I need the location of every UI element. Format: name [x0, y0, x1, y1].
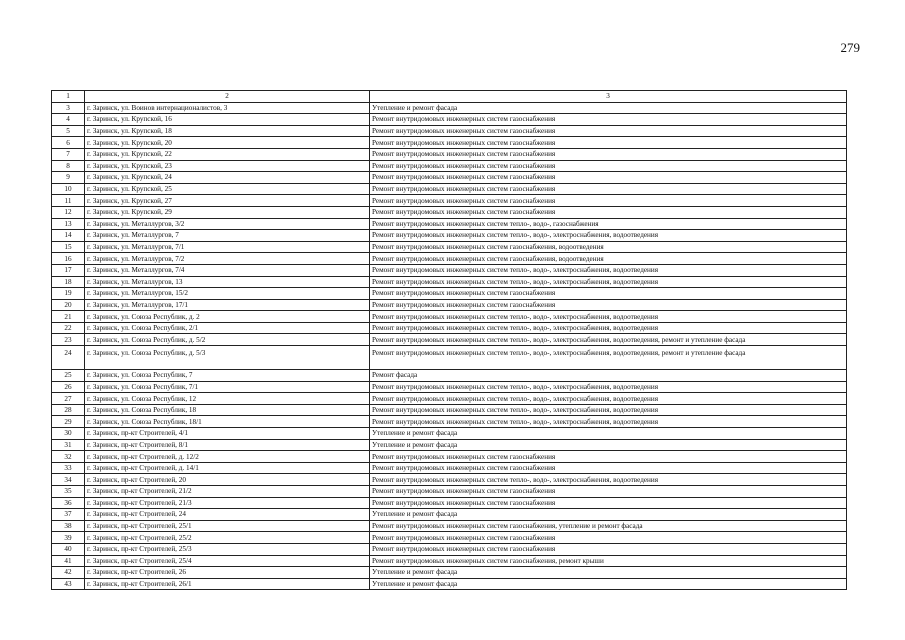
works-cell: Утепление и ремонт фасада [370, 578, 847, 590]
works-cell: Ремонт внутридомовых инженерных систем газоснабжения [370, 195, 847, 207]
row-number-cell: 43 [52, 578, 85, 590]
works-cell: Ремонт внутридомовых инженерных систем газоснабжения [370, 160, 847, 172]
table-row [52, 520, 847, 532]
works-cell: Ремонт внутридомовых инженерных систем газоснабжения [370, 543, 847, 555]
address-cell: г. Заринск, ул. Крупской, 16 [85, 114, 370, 126]
table-row [52, 311, 847, 323]
works-cell: Ремонт внутридомовых инженерных систем газоснабжения [370, 288, 847, 300]
row-number-cell: 32 [52, 451, 85, 463]
address-cell: г. Заринск, ул. Крупской, 25 [85, 183, 370, 195]
works-cell: Ремонт фасада [370, 370, 847, 382]
address-cell: г. Заринск, ул. Крупской, 18 [85, 125, 370, 137]
row-number-cell: 38 [52, 520, 85, 532]
table-row [52, 183, 847, 195]
table-row [52, 451, 847, 463]
row-number-cell: 19 [52, 288, 85, 300]
works-cell: Ремонт внутридомовых инженерных систем тепло-, водо-, электроснабжения, водоотведения [370, 230, 847, 242]
address-cell: г. Заринск, ул. Металлургов, 3/2 [85, 218, 370, 230]
table-row [52, 253, 847, 265]
works-cell: Утепление и ремонт фасада [370, 567, 847, 579]
row-number-cell: 34 [52, 474, 85, 486]
row-number-cell: 41 [52, 555, 85, 567]
address-cell: г. Заринск, пр-кт Строителей, 25/4 [85, 555, 370, 567]
address-cell: г. Заринск, ул. Союза Республик, 7/1 [85, 381, 370, 393]
address-cell: г. Заринск, ул. Металлургов, 17/1 [85, 299, 370, 311]
table-row [52, 416, 847, 428]
works-cell: Ремонт внутридомовых инженерных систем газоснабжения [370, 486, 847, 498]
works-cell: Ремонт внутридомовых инженерных систем газоснабжения [370, 532, 847, 544]
table-row [52, 172, 847, 184]
row-number-cell: 16 [52, 253, 85, 265]
table-row [52, 497, 847, 509]
row-number-cell: 23 [52, 334, 85, 346]
row-number-cell: 13 [52, 218, 85, 230]
works-cell: Утепление и ремонт фасада [370, 439, 847, 451]
table-row [52, 555, 847, 567]
header-cell-address: 2 [85, 91, 370, 103]
table-row [52, 474, 847, 486]
table-row [52, 486, 847, 498]
address-cell: г. Заринск, ул. Крупской, 27 [85, 195, 370, 207]
works-cell: Ремонт внутридомовых инженерных систем газоснабжения, утепление и ремонт фасада [370, 520, 847, 532]
address-cell: г. Заринск, пр-кт Строителей, д. 14/1 [85, 462, 370, 474]
works-cell: Ремонт внутридомовых инженерных систем газоснабжения [370, 125, 847, 137]
works-cell: Ремонт внутридомовых инженерных систем тепло-, водо-, электроснабжения, водоотведения [370, 416, 847, 428]
table-row [52, 509, 847, 521]
row-number-cell: 8 [52, 160, 85, 172]
row-number-cell: 40 [52, 543, 85, 555]
table-row [52, 393, 847, 405]
address-cell: г. Заринск, ул. Союза Республик, 7 [85, 370, 370, 382]
address-cell: г. Заринск, ул. Металлургов, 7/1 [85, 241, 370, 253]
works-cell: Ремонт внутридомовых инженерных систем газоснабжения [370, 206, 847, 218]
works-cell: Ремонт внутридомовых инженерных систем газоснабжения [370, 114, 847, 126]
address-cell: г. Заринск, ул. Союза Республик, д. 5/3 [85, 346, 370, 370]
address-cell: г. Заринск, пр-кт Строителей, 21/3 [85, 497, 370, 509]
works-cell: Ремонт внутридомовых инженерных систем газоснабжения [370, 299, 847, 311]
works-cell: Ремонт внутридомовых инженерных систем газоснабжения [370, 148, 847, 160]
table-row [52, 102, 847, 114]
table-row [52, 543, 847, 555]
works-cell: Ремонт внутридомовых инженерных систем тепло-, водо-, электроснабжения, водоотведения [370, 322, 847, 334]
works-cell: Ремонт внутридомовых инженерных систем газоснабжения [370, 137, 847, 149]
works-cell: Ремонт внутридомовых инженерных систем газоснабжения, водоотведения [370, 253, 847, 265]
address-cell: г. Заринск, ул. Союза Республик, 18 [85, 404, 370, 416]
row-number-cell: 10 [52, 183, 85, 195]
works-cell: Утепление и ремонт фасада [370, 428, 847, 440]
works-cell: Ремонт внутридомовых инженерных систем тепло-, водо-, электроснабжения, водоотведения, ремонт и утепление фасада [370, 334, 847, 346]
works-cell: Ремонт внутридомовых инженерных систем тепло-, водо-, электроснабжения, водоотведения [370, 474, 847, 486]
document-table [51, 90, 847, 590]
table-row [52, 276, 847, 288]
address-cell: г. Заринск, ул. Металлургов, 7 [85, 230, 370, 242]
row-number-cell: 22 [52, 322, 85, 334]
address-cell: г. Заринск, пр-кт Строителей, 25/1 [85, 520, 370, 532]
works-cell: Утепление и ремонт фасада [370, 509, 847, 521]
row-number-cell: 28 [52, 404, 85, 416]
address-cell: г. Заринск, ул. Крупской, 22 [85, 148, 370, 160]
address-cell: г. Заринск, ул. Союза Республик, 12 [85, 393, 370, 405]
row-number-cell: 29 [52, 416, 85, 428]
works-cell: Утепление и ремонт фасада [370, 102, 847, 114]
table-row [52, 288, 847, 300]
address-cell: г. Заринск, пр-кт Строителей, 25/3 [85, 543, 370, 555]
works-cell: Ремонт внутридомовых инженерных систем газоснабжения, водоотведения [370, 241, 847, 253]
row-number-cell: 12 [52, 206, 85, 218]
address-cell: г. Заринск, ул. Крупской, 24 [85, 172, 370, 184]
table-row [52, 428, 847, 440]
address-cell: г. Заринск, ул. Металлургов, 15/2 [85, 288, 370, 300]
works-cell: Ремонт внутридомовых инженерных систем газоснабжения, ремонт крыши [370, 555, 847, 567]
row-number-cell: 37 [52, 509, 85, 521]
table-row [52, 148, 847, 160]
table-row [52, 381, 847, 393]
address-cell: г. Заринск, пр-кт Строителей, 26/1 [85, 578, 370, 590]
table-row [52, 346, 847, 370]
address-cell: г. Заринск, ул. Крупской, 29 [85, 206, 370, 218]
address-cell: г. Заринск, пр-кт Строителей, 21/2 [85, 486, 370, 498]
works-cell: Ремонт внутридомовых инженерных систем газоснабжения [370, 172, 847, 184]
works-cell: Ремонт внутридомовых инженерных систем тепло-, водо-, электроснабжения, водоотведения [370, 381, 847, 393]
works-cell: Ремонт внутридомовых инженерных систем тепло-, водо-, электроснабжения, водоотведения [370, 311, 847, 323]
address-cell: г. Заринск, ул. Металлургов, 7/4 [85, 264, 370, 276]
address-cell: г. Заринск, ул. Металлургов, 7/2 [85, 253, 370, 265]
table-row [52, 334, 847, 346]
table-row [52, 206, 847, 218]
table-row [52, 462, 847, 474]
address-cell: г. Заринск, пр-кт Строителей, 4/1 [85, 428, 370, 440]
table-row [52, 241, 847, 253]
works-cell: Ремонт внутридомовых инженерных систем газоснабжения [370, 451, 847, 463]
table-row [52, 439, 847, 451]
row-number-cell: 25 [52, 370, 85, 382]
row-number-cell: 39 [52, 532, 85, 544]
table-row [52, 370, 847, 382]
address-cell: г. Заринск, ул. Союза Республик, 18/1 [85, 416, 370, 428]
table-row [52, 532, 847, 544]
row-number-cell: 33 [52, 462, 85, 474]
address-cell: г. Заринск, пр-кт Строителей, д. 12/2 [85, 451, 370, 463]
table-row [52, 322, 847, 334]
table-row [52, 299, 847, 311]
row-number-cell: 36 [52, 497, 85, 509]
table-row [52, 567, 847, 579]
row-number-cell: 18 [52, 276, 85, 288]
row-number-cell: 3 [52, 102, 85, 114]
table-row [52, 578, 847, 590]
table-row [52, 125, 847, 137]
table-row [52, 230, 847, 242]
works-cell: Ремонт внутридомовых инженерных систем тепло-, водо-, электроснабжения, водоотведения [370, 264, 847, 276]
row-number-cell: 42 [52, 567, 85, 579]
row-number-cell: 5 [52, 125, 85, 137]
works-cell: Ремонт внутридомовых инженерных систем газоснабжения [370, 462, 847, 474]
address-cell: г. Заринск, пр-кт Строителей, 20 [85, 474, 370, 486]
row-number-cell: 21 [52, 311, 85, 323]
address-cell: г. Заринск, пр-кт Строителей, 26 [85, 567, 370, 579]
address-cell: г. Заринск, пр-кт Строителей, 24 [85, 509, 370, 521]
works-cell: Ремонт внутридомовых инженерных систем тепло-, водо-, электроснабжения, водоотведения [370, 404, 847, 416]
page-number: 279 [840, 40, 860, 55]
address-cell: г. Заринск, ул. Воинов интернационалистов, 3 [85, 102, 370, 114]
row-number-cell: 24 [52, 346, 85, 370]
address-cell: г. Заринск, пр-кт Строителей, 8/1 [85, 439, 370, 451]
works-cell: Ремонт внутридомовых инженерных систем тепло-, водо-, газоснабжения [370, 218, 847, 230]
table-row [52, 404, 847, 416]
row-number-cell: 6 [52, 137, 85, 149]
works-cell: Ремонт внутридомовых инженерных систем тепло-, водо-, электроснабжения, водоотведения, ремонт и утепление фасада [370, 346, 847, 370]
row-number-cell: 30 [52, 428, 85, 440]
row-number-cell: 27 [52, 393, 85, 405]
address-cell: г. Заринск, ул. Металлургов, 13 [85, 276, 370, 288]
address-cell: г. Заринск, пр-кт Строителей, 25/2 [85, 532, 370, 544]
address-cell: г. Заринск, ул. Союза Республик, д. 2 [85, 311, 370, 323]
address-cell: г. Заринск, ул. Крупской, 23 [85, 160, 370, 172]
table-row [52, 264, 847, 276]
row-number-cell: 7 [52, 148, 85, 160]
row-number-cell: 26 [52, 381, 85, 393]
address-cell: г. Заринск, ул. Союза Республик, д. 5/2 [85, 334, 370, 346]
works-cell: Ремонт внутридомовых инженерных систем тепло-, водо-, электроснабжения, водоотведения [370, 276, 847, 288]
row-number-cell: 14 [52, 230, 85, 242]
address-cell: г. Заринск, ул. Союза Республик, 2/1 [85, 322, 370, 334]
header-cell-number: 1 [52, 91, 85, 103]
table-row [52, 114, 847, 126]
table-row [52, 218, 847, 230]
table-row [52, 160, 847, 172]
works-cell: Ремонт внутридомовых инженерных систем газоснабжения [370, 183, 847, 195]
row-number-cell: 35 [52, 486, 85, 498]
row-number-cell: 31 [52, 439, 85, 451]
row-number-cell: 9 [52, 172, 85, 184]
row-number-cell: 4 [52, 114, 85, 126]
works-cell: Ремонт внутридомовых инженерных систем газоснабжения [370, 497, 847, 509]
row-number-cell: 20 [52, 299, 85, 311]
row-number-cell: 15 [52, 241, 85, 253]
row-number-cell: 11 [52, 195, 85, 207]
table-row [52, 137, 847, 149]
address-cell: г. Заринск, ул. Крупской, 20 [85, 137, 370, 149]
header-cell-works: 3 [370, 91, 847, 103]
table-body [52, 91, 847, 590]
row-number-cell: 17 [52, 264, 85, 276]
works-cell: Ремонт внутридомовых инженерных систем тепло-, водо-, электроснабжения, водоотведения [370, 393, 847, 405]
table-row [52, 195, 847, 207]
table-header-row [52, 91, 847, 103]
